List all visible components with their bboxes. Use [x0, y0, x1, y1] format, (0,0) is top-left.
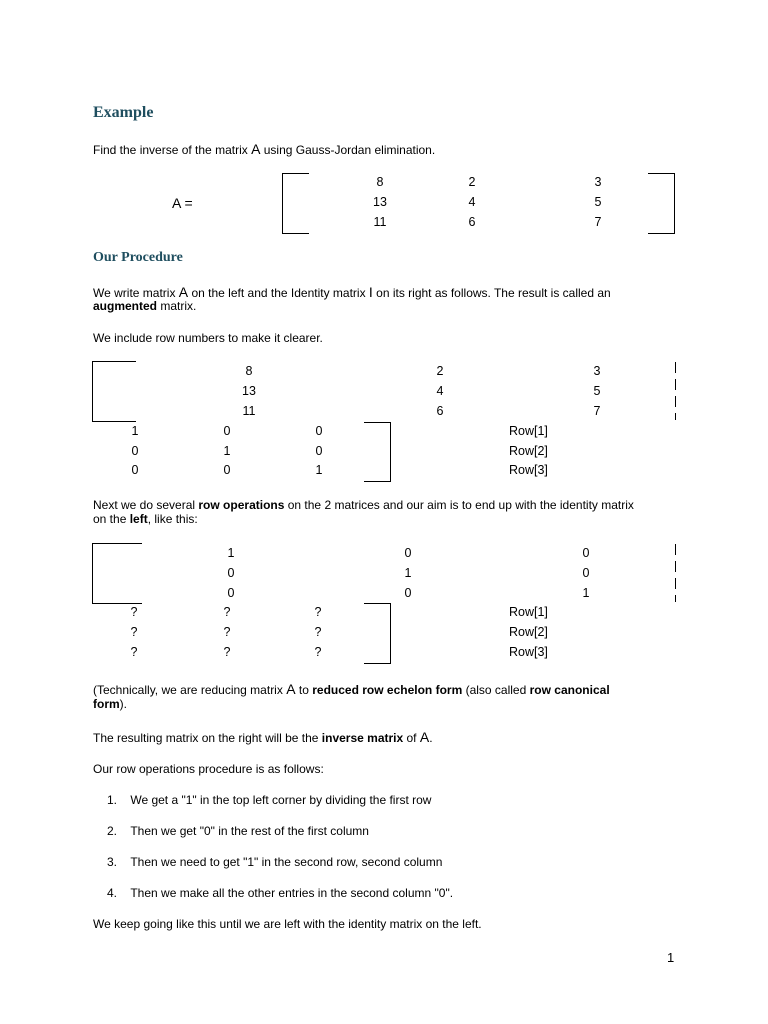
aug1-right-tick-1 — [675, 362, 676, 373]
aug2-left-cell-r1c2: 0 — [404, 546, 412, 560]
aug2-right-cell-r3c1: ? — [130, 645, 138, 659]
procedure-paragraph-4-line-1: (Technically, we are reducing matrix A to reduced row echelon form (also called row canonical — [93, 681, 610, 697]
procedure-paragraph-6: Our row operations procedure is as follows: — [93, 762, 324, 776]
step-item-4: 4. Then we make all the other entries in the second column "0". — [106, 886, 454, 900]
aug2-right-tick-2 — [675, 561, 676, 572]
aug1-row-label-1: Row[1] — [509, 424, 548, 438]
aug2-right-cell-r2c3: ? — [314, 625, 322, 639]
aug1-right-tick-3 — [675, 396, 676, 407]
aug1-right-cell-r2c1: 0 — [131, 444, 139, 458]
aug1-right-cell-r1c1: 1 — [131, 424, 139, 438]
aug1-right-cell-r1c2: 0 — [223, 424, 231, 438]
aug1-left-bracket — [92, 361, 136, 422]
aug1-left-cell-r3c3: 7 — [593, 404, 601, 418]
intro-text: Find the inverse of the matrix A using Gauss-Jordan elimination. — [93, 141, 436, 157]
step-item-2: 2. Then we get "0" in the rest of the first column — [106, 824, 369, 838]
aug1-right-cell-r2c3: 0 — [315, 444, 323, 458]
step-item-1: 1. We get a "1" in the top left corner by dividing the first row — [106, 793, 432, 807]
aug2-row-label-2: Row[2] — [509, 625, 548, 639]
matrix-a-cell-r3c3: 7 — [594, 215, 602, 229]
aug1-right-cell-r3c2: 0 — [223, 463, 231, 477]
procedure-title: Our Procedure — [93, 250, 183, 265]
procedure-paragraph-2: We include row numbers to make it clearer. — [93, 331, 323, 345]
aug2-row-label-1: Row[1] — [509, 605, 548, 619]
matrix-a-cell-r1c2: 2 — [468, 175, 476, 189]
aug2-right-cell-r3c2: ? — [223, 645, 231, 659]
aug2-right-cell-r1c1: ? — [130, 605, 138, 619]
aug1-row-label-3: Row[3] — [509, 463, 548, 477]
aug1-left-cell-r3c1: 11 — [242, 404, 256, 418]
procedure-paragraph-7: We keep going like this until we are left with the identity matrix on the left. — [93, 917, 482, 931]
matrix-a-cell-r2c2: 4 — [468, 195, 476, 209]
procedure-paragraph-4-line-2: form). — [93, 697, 128, 711]
matrix-a-right-bracket — [648, 173, 675, 234]
aug1-left-cell-r1c3: 3 — [593, 364, 601, 378]
matrix-a-left-bracket — [282, 173, 309, 234]
aug1-right-cell-r1c3: 0 — [315, 424, 323, 438]
aug1-right-tick-2 — [675, 379, 676, 390]
matrix-a-cell-r3c2: 6 — [468, 215, 476, 229]
aug2-left-cell-r2c1: 0 — [227, 566, 235, 580]
aug1-right-cell-r2c2: 1 — [223, 444, 231, 458]
aug1-left-cell-r2c3: 5 — [593, 384, 601, 398]
aug2-left-cell-r3c1: 0 — [227, 586, 235, 600]
aug2-right-tick-4 — [675, 595, 676, 602]
aug2-left-cell-r3c3: 1 — [582, 586, 590, 600]
aug2-row-label-3: Row[3] — [509, 645, 548, 659]
aug1-left-cell-r2c1: 13 — [242, 384, 256, 398]
matrix-a-cell-r2c3: 5 — [594, 195, 602, 209]
procedure-paragraph-3-line-1: Next we do several row operations on the 2 matrices and our aim is to end up with the identity matrix — [93, 498, 634, 512]
matrix-a-cell-r1c1: 8 — [376, 175, 384, 189]
aug2-left-cell-r3c2: 0 — [404, 586, 412, 600]
procedure-paragraph-3-line-2: on the left, like this: — [93, 512, 198, 526]
aug1-right-cell-r3c1: 0 — [131, 463, 139, 477]
aug2-right-cell-r1c3: ? — [314, 605, 322, 619]
aug2-right-tick-3 — [675, 578, 676, 589]
aug2-left-cell-r2c3: 0 — [582, 566, 590, 580]
step-item-3: 3. Then we need to get "1" in the second row, second column — [106, 855, 443, 869]
aug1-left-cell-r1c2: 2 — [436, 364, 444, 378]
aug1-right-bracket — [364, 422, 391, 482]
page-number: 1 — [667, 950, 675, 965]
aug1-left-cell-r3c2: 6 — [436, 404, 444, 418]
aug1-left-cell-r1c1: 8 — [245, 364, 253, 378]
aug2-right-tick-1 — [675, 544, 676, 555]
procedure-paragraph-5: The resulting matrix on the right will be the inverse matrix of A. — [93, 729, 433, 745]
aug1-right-tick-4 — [675, 413, 676, 420]
aug2-left-cell-r1c3: 0 — [582, 546, 590, 560]
procedure-paragraph-1-line-2: augmented matrix. — [93, 299, 197, 313]
aug2-right-cell-r2c1: ? — [130, 625, 138, 639]
aug2-left-cell-r2c2: 1 — [404, 566, 412, 580]
aug1-left-cell-r2c2: 4 — [436, 384, 444, 398]
aug2-right-cell-r1c2: ? — [223, 605, 231, 619]
aug2-right-bracket — [364, 603, 391, 664]
aug2-left-cell-r1c1: 1 — [227, 546, 235, 560]
example-title: Example — [93, 104, 154, 121]
matrix-a-cell-r2c1: 13 — [373, 195, 387, 209]
matrix-a-cell-r1c3: 3 — [594, 175, 602, 189]
aug1-row-label-2: Row[2] — [509, 444, 548, 458]
aug2-right-cell-r2c2: ? — [223, 625, 231, 639]
procedure-paragraph-1-line-1: We write matrix A on the left and the Identity matrix I on its right as follows. The result is called an — [93, 284, 611, 300]
matrix-a-cell-r3c1: 11 — [373, 215, 387, 229]
aug1-right-cell-r3c3: 1 — [315, 463, 323, 477]
aug2-left-bracket — [92, 543, 142, 604]
matrix-a-label: A = — [172, 195, 193, 211]
aug2-right-cell-r3c3: ? — [314, 645, 322, 659]
